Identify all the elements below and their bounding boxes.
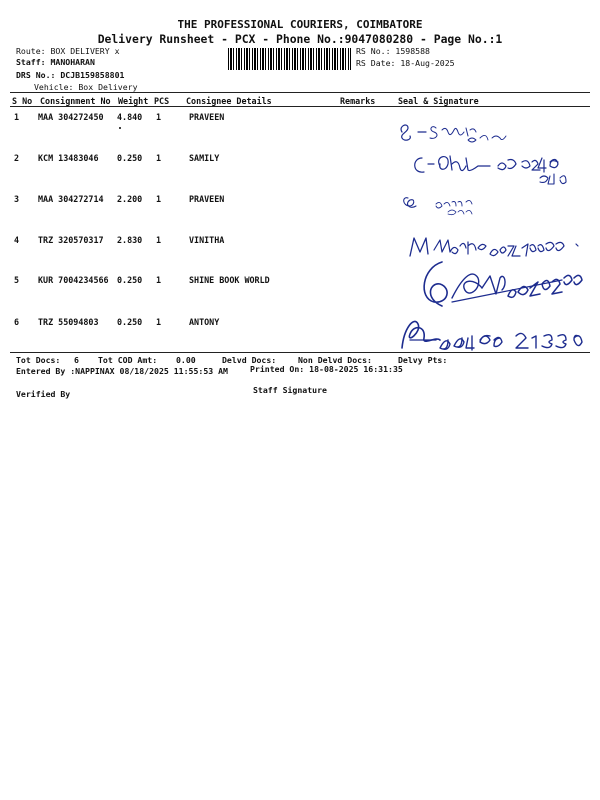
table-header-rule (10, 106, 590, 107)
row-weight: 4.840 (117, 112, 143, 122)
col-consignment: Consignment No (40, 96, 111, 106)
entered-by: Entered By :NAPPINAX 08/18/2025 11:55:53 AM (16, 366, 228, 376)
delvy-pts-label: Delvy Pts: (398, 355, 448, 365)
barcode-image (228, 48, 351, 70)
row-weight: 0.250 (117, 153, 143, 163)
row-weight: 2.200 (117, 194, 143, 204)
tot-docs-value: 6 (74, 355, 79, 365)
col-seal-signature: Seal & Signature (398, 96, 479, 106)
stray-mark (119, 127, 121, 129)
row-consignee: ANTONY (189, 317, 220, 327)
row-consignment: KUR 7004234566 (38, 275, 109, 285)
row-pcs: 1 (156, 112, 162, 122)
row-sno: 6 (14, 317, 20, 327)
row-consignment: KCM 13483046 (38, 153, 99, 163)
row-consignee: VINITHA (189, 235, 225, 245)
route-label: Route: BOX DELIVERY x (16, 46, 120, 56)
table-top-rule (10, 92, 590, 93)
col-weight: Weight (118, 96, 149, 106)
tot-docs-label: Tot Docs: (16, 355, 61, 365)
row-consignment: MAA 304272450 (38, 112, 104, 122)
row-consignee: PRAVEEN (189, 194, 225, 204)
signature-row-3 (400, 192, 500, 222)
staff-label: Staff: MANOHARAN (16, 57, 95, 67)
drs-number: DRS No.: DCJB159858801 (16, 70, 125, 80)
row-sno: 3 (14, 194, 20, 204)
row-sno: 1 (14, 112, 20, 122)
col-pcs: PCS (154, 96, 170, 106)
row-pcs: 1 (156, 153, 162, 163)
row-consignee: PRAVEEN (189, 112, 225, 122)
vehicle-label: Vehicle: Box Delivery (34, 82, 138, 92)
verified-by: Verified By (16, 389, 71, 399)
row-weight: 0.250 (117, 275, 143, 285)
non-delvd-docs-label: Non Delvd Docs: (298, 355, 372, 365)
tot-cod-value: 0.00 (176, 355, 196, 365)
row-consignment: TRZ 320570317 (38, 235, 104, 245)
row-consignment: TRZ 55094803 (38, 317, 99, 327)
row-sno: 4 (14, 235, 20, 245)
signature-row-1 (398, 118, 528, 148)
row-sno: 2 (14, 153, 20, 163)
row-consignee: SHINE BOOK WORLD (189, 275, 270, 285)
row-pcs: 1 (156, 275, 162, 285)
row-weight: 0.250 (117, 317, 143, 327)
rs-date: RS Date: 18-Aug-2025 (356, 58, 455, 68)
totals-rule (10, 352, 590, 353)
row-pcs: 1 (156, 235, 162, 245)
row-consignment: MAA 304272714 (38, 194, 104, 204)
signature-row-2 (410, 152, 580, 192)
staff-signature: Staff Signature (253, 385, 327, 395)
tot-cod-label: Tot COD Amt: (98, 355, 158, 365)
runsheet-subtitle: Delivery Runsheet - PCX - Phone No.:9047080280 - Page No.:1 (97, 32, 503, 46)
row-weight: 2.830 (117, 235, 143, 245)
col-sno: S No (12, 96, 33, 106)
row-consignee: SAMILY (189, 153, 220, 163)
row-pcs: 1 (156, 194, 162, 204)
row-pcs: 1 (156, 317, 162, 327)
rs-number: RS No.: 1598588 (356, 46, 430, 56)
printed-on: Printed On: 18-08-2025 16:31:35 (250, 364, 403, 374)
row-sno: 5 (14, 275, 20, 285)
delvd-docs-label: Delvd Docs: (222, 355, 277, 365)
col-consignee: Consignee Details (186, 96, 272, 106)
col-remarks: Remarks (340, 96, 376, 106)
company-title: THE PROFESSIONAL COURIERS, COIMBATORE (177, 18, 423, 31)
signature-row-5 (412, 258, 590, 318)
